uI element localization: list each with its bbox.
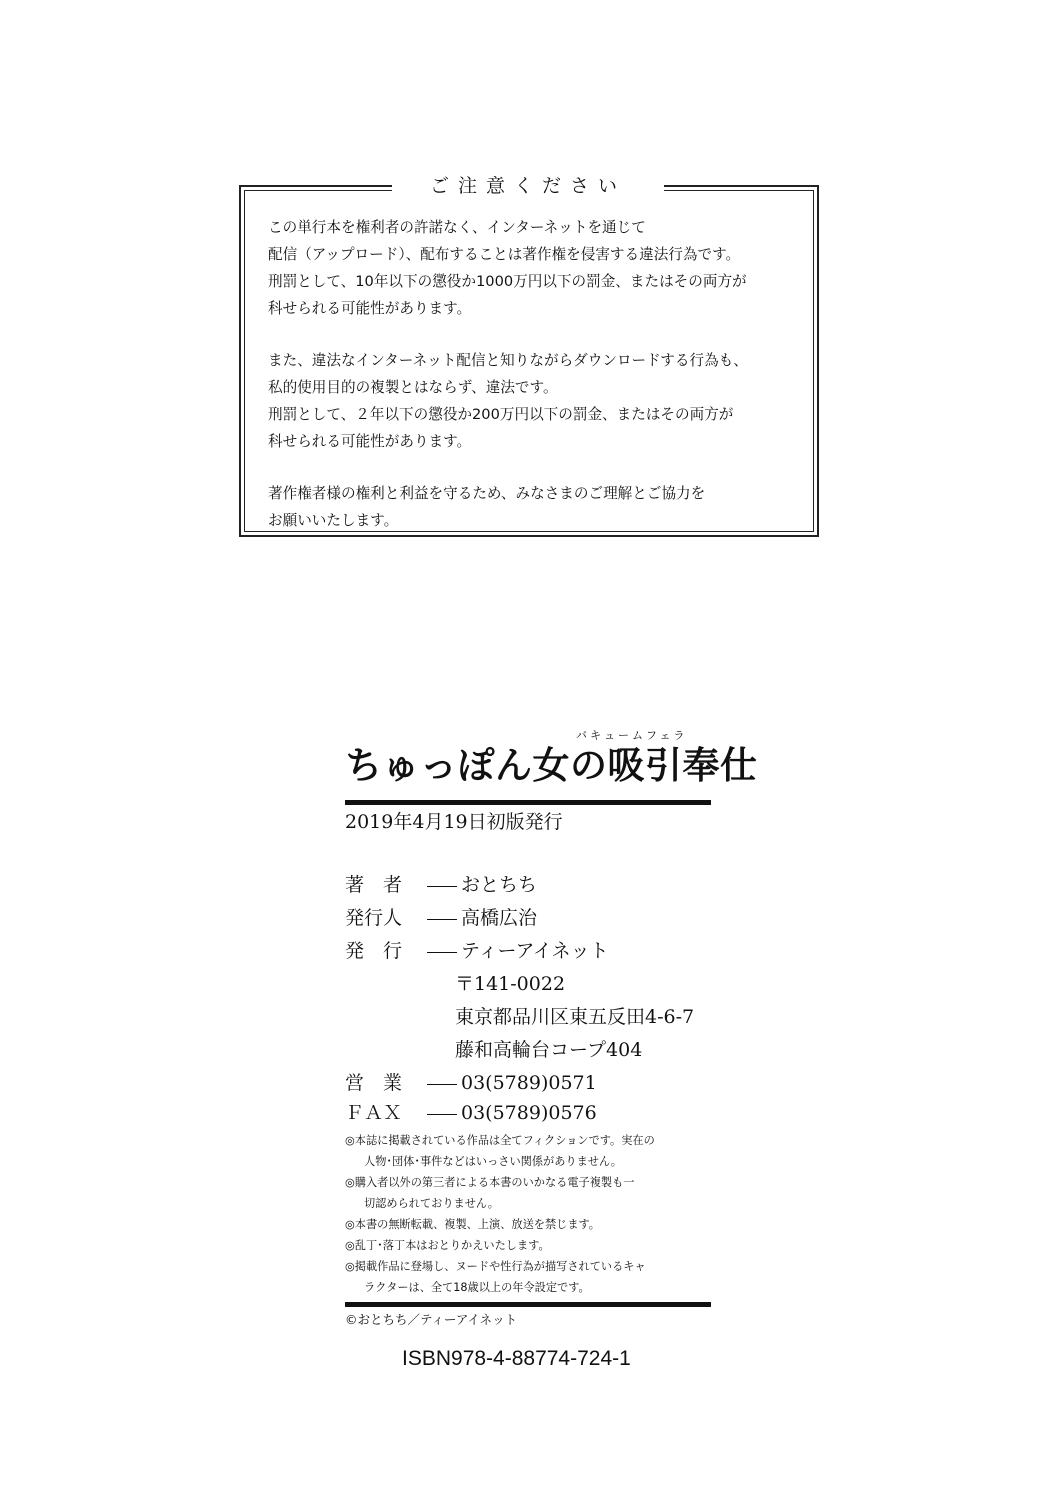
notice-line: 私的使用目的の複製とはならず、違法です。: [268, 379, 558, 396]
credit-label: 発 行: [345, 940, 403, 962]
notice-line: 刑罰として、10年以下の懲役か1000万円以下の罰金、またはその両方が: [268, 273, 747, 290]
bottom-rule: [345, 1302, 711, 1307]
legal-notes: [345, 1130, 725, 1298]
notice-line: この単行本を権利者の許諾なく、インターネットを通じて: [268, 219, 646, 236]
notice-title: ご注意ください: [392, 172, 664, 200]
contact-label: ＦＡＸ: [345, 1102, 403, 1124]
notice-paragraph: [268, 480, 808, 534]
dash-line: [427, 886, 457, 887]
notice-line: 科せられる可能性があります。: [268, 300, 472, 317]
dash-line: [427, 1084, 457, 1085]
notice-line: また、違法なインターネット配信と知りながらダウンロードする行為も、: [268, 352, 748, 369]
copyright: ©おとちち／ティーアイネット: [345, 1312, 518, 1327]
notice-paragraph: [268, 347, 808, 455]
contact-fax: [345, 1098, 597, 1128]
title-ruby: バキュームフェラ: [576, 729, 688, 742]
note-line: 人物･団体･事件などはいっさい関係がありません。: [364, 1155, 622, 1168]
notice-line: 著作権者様の権利と利益を守るため、みなさまのご理解とご協力を: [268, 485, 706, 502]
publish-date: 2019年4月19日初版発行: [345, 811, 563, 833]
credit-label: 発行人: [345, 907, 403, 929]
credit-value: おとちち: [461, 874, 538, 896]
note-line: ◎本書の無断転載、複製、上演、放送を禁じます。: [345, 1218, 600, 1231]
contact-label: 営 業: [345, 1072, 403, 1094]
note-line: ◎購入者以外の第三者による本書のいかなる電子複製も一: [345, 1176, 635, 1189]
credit-author: [345, 870, 537, 900]
contact-sales: [345, 1068, 597, 1098]
book-title: ちゅっぽん女の吸引奉仕: [345, 744, 758, 787]
notice-line: お願いいたします。: [268, 512, 399, 529]
contact-value: 03(5789)0576: [461, 1102, 597, 1124]
credit-issuer: [345, 936, 609, 966]
isbn: ISBN978-4-88774-724-1: [402, 1347, 631, 1370]
notice-body: [268, 214, 808, 559]
address-building: 藤和高輪台コープ404: [455, 1039, 643, 1061]
dash-line: [427, 919, 457, 920]
credit-label: 著 者: [345, 874, 403, 896]
credit-publisher: [345, 903, 537, 933]
dash-line: [427, 952, 457, 953]
top-rule: [345, 800, 711, 805]
contact-value: 03(5789)0571: [461, 1072, 597, 1094]
notice-line: 刑罰として、２年以下の懲役か200万円以下の罰金、またはその両方が: [268, 406, 734, 423]
notice-paragraph: [268, 214, 808, 322]
note-line: ◎本誌に掲載されている作品は全てフィクションです。実在の: [345, 1134, 655, 1147]
address-street: 東京都品川区東五反田4-6-7: [455, 1006, 695, 1028]
dash-line: [427, 1114, 457, 1115]
notice-line: 配信（アップロード）、配布することは著作権を侵害する違法行為です。: [268, 246, 741, 263]
credit-value: 高橋広治: [461, 907, 538, 929]
note-line: ◎乱丁･落丁本はおとりかえいたします。: [345, 1239, 550, 1252]
notice-line: 科せられる可能性があります。: [268, 433, 472, 450]
address-postal: 〒141-0022: [455, 973, 566, 995]
credit-value: ティーアイネット: [461, 940, 609, 962]
note-line: ラクターは、全て18歳以上の年令設定です。: [364, 1281, 590, 1294]
note-line: 切認められておりません。: [364, 1197, 499, 1210]
note-line: ◎掲載作品に登場し、ヌードや性行為が描写されているキャ: [345, 1260, 646, 1273]
